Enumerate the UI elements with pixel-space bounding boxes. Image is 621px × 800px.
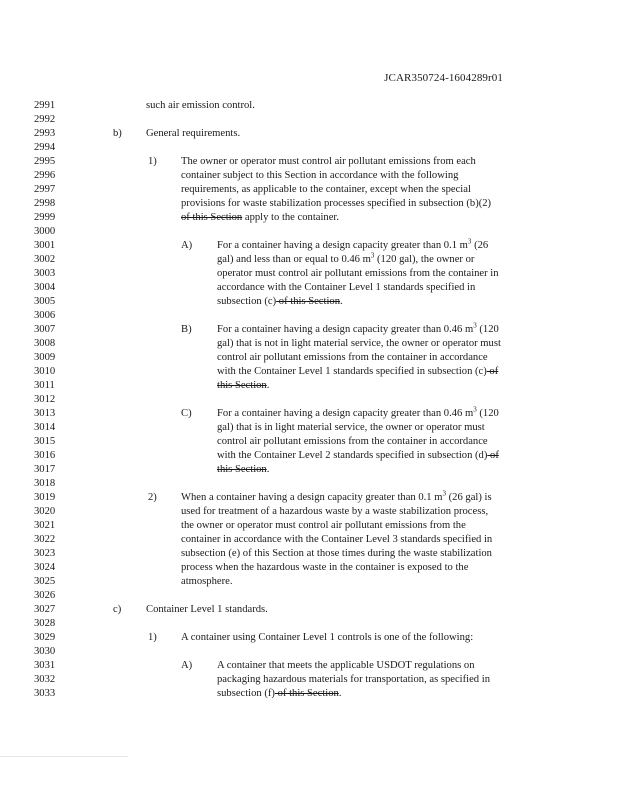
line-number: 3001 — [34, 240, 56, 251]
text-line-3014: gal) that is in light material service, the owner or operator must — [217, 422, 485, 433]
footer-divider — [0, 756, 128, 757]
text-line-3008: gal) that is not in light material service, the owner or operator must — [217, 338, 501, 349]
label-b1: 1) — [148, 156, 157, 167]
text-line-3020: used for treatment of a hazardous waste by a waste stabilization process, — [181, 506, 489, 517]
text-line-3003: operator must control air pollutant emissions from the container in — [217, 268, 499, 279]
line-number: 3011 — [34, 380, 55, 391]
text-line-3025: atmosphere. — [181, 576, 233, 587]
line-number: 3030 — [34, 646, 56, 657]
line-number: 3022 — [34, 534, 56, 545]
label-b1C: C) — [181, 408, 192, 419]
line-number: 3003 — [34, 268, 56, 279]
line-number: 3017 — [34, 464, 56, 475]
line-number: 3026 — [34, 590, 56, 601]
label-b: b) — [113, 128, 122, 139]
line-number: 3015 — [34, 436, 56, 447]
line-number: 2993 — [34, 128, 56, 139]
text-line-3031: A container that meets the applicable USDOT regulations on — [217, 660, 475, 671]
line-number: 3020 — [34, 506, 56, 517]
label-c1: 1) — [148, 632, 157, 643]
text-line-3027: Container Level 1 standards. — [146, 604, 268, 615]
line-number: 3008 — [34, 338, 56, 349]
text-line-3004: accordance with the Container Level 1 standards specified in — [217, 282, 476, 293]
line-number: 2992 — [34, 114, 56, 125]
label-c1A: A) — [181, 660, 193, 671]
text-line-2991: such air emission control. — [146, 100, 255, 111]
line-number: 3021 — [34, 520, 56, 531]
line-number: 3012 — [34, 394, 56, 405]
text-line-3011: this Section. — [217, 380, 270, 391]
text-line-3005: subsection (c) of this Section. — [217, 296, 343, 307]
line-number: 2998 — [34, 198, 56, 209]
text-line-3007: For a container having a design capacity greater than 0.46 $m^3$ (120 — [217, 321, 499, 335]
text-line-2997: requirements, as applicable to the container, except when the special — [181, 184, 471, 195]
line-number: 2994 — [34, 142, 56, 153]
line-number: 3033 — [34, 688, 56, 699]
line-number: 2996 — [34, 170, 56, 181]
line-number: 3023 — [34, 548, 56, 559]
line-number: 3025 — [34, 576, 56, 587]
line-number: 3000 — [34, 226, 56, 237]
line-number: 2999 — [34, 212, 56, 223]
line-number: 3018 — [34, 478, 56, 489]
document-id: JCAR350724-1604289r01 — [384, 72, 503, 84]
line-number: 2991 — [34, 100, 56, 111]
line-number: 3031 — [34, 660, 56, 671]
line-number: 3029 — [34, 632, 56, 643]
line-number: 3006 — [34, 310, 56, 321]
struck-text: this Section — [217, 380, 267, 391]
text-line-2995: The owner or operator must control air pollutant emissions from each — [181, 156, 476, 167]
text-line-3013: For a container having a design capacity greater than 0.46 $m^3$ (120 — [217, 405, 499, 419]
text-line-2999: of this Section apply to the container. — [181, 212, 340, 223]
struck-text: of this Section — [181, 212, 243, 223]
line-number: 3028 — [34, 618, 56, 629]
text-line-2998: provisions for waste stabilization processes specified in subsection (b)(2) — [181, 198, 492, 209]
label-b1B: B) — [181, 324, 192, 335]
line-number: 3007 — [34, 324, 56, 335]
text-line-3016: with the Container Level 2 standards specified in subsection (d) of — [217, 450, 499, 461]
label-b1A: A) — [181, 240, 193, 251]
struck-text: of — [487, 450, 499, 461]
text-line-3029: A container using Container Level 1 controls is one of the following: — [181, 632, 474, 643]
text-line-3015: control air pollutant emissions from the container in accordance — [217, 436, 488, 447]
line-number: 3014 — [34, 422, 56, 433]
line-number: 3027 — [34, 604, 56, 615]
struck-text: of this Section — [276, 296, 340, 307]
text-line-3019: When a container having a design capacity greater than 0.1 $m^3$ (26 gal) is — [181, 489, 492, 503]
line-number: 3002 — [34, 254, 56, 265]
text-line-2996: container subject to this Section in accordance with the following — [181, 170, 459, 181]
text-line-3023: subsection (e) of this Section at those times during the waste stabilization — [181, 548, 492, 559]
text-line-3022: container in accordance with the Container Level 3 standards specified in — [181, 534, 493, 545]
line-number: 3009 — [34, 352, 56, 363]
line-number: 3024 — [34, 562, 56, 573]
text-line-3002: gal) and less than or equal to 0.46 $m^3$ (120 gal), the owner or — [217, 251, 475, 265]
line-number: 3016 — [34, 450, 56, 461]
text-line-3017: this Section. — [217, 464, 270, 475]
text-line-2993: General requirements. — [146, 128, 241, 139]
text-line-3033: subsection (f) of this Section. — [217, 688, 342, 699]
text-line-3032: packaging hazardous materials for transportation, as specified in — [217, 674, 490, 685]
line-number: 2995 — [34, 156, 56, 167]
line-number: 2997 — [34, 184, 56, 195]
struck-text: of this Section — [274, 688, 339, 699]
line-number: 3019 — [34, 492, 56, 503]
line-number: 3004 — [34, 282, 56, 293]
text-line-3010: with the Container Level 1 standards specified in subsection (c) of — [217, 366, 499, 377]
struck-text: this Section — [217, 464, 267, 475]
line-number: 3005 — [34, 296, 56, 307]
label-b2: 2) — [148, 492, 157, 503]
struck-text: of — [486, 366, 499, 377]
line-number: 3032 — [34, 674, 56, 685]
text-line-3024: process when the hazardous waste in the container is exposed to the — [181, 562, 469, 573]
label-c: c) — [113, 604, 122, 615]
line-number: 3010 — [34, 366, 56, 377]
text-line-3021: the owner or operator must control air pollutant emissions from the — [181, 520, 466, 531]
line-number: 3013 — [34, 408, 56, 419]
text-line-3009: control air pollutant emissions from the container in accordance — [217, 352, 488, 363]
text-line-3001: For a container having a design capacity greater than 0.1 $m^3$ (26 — [217, 237, 489, 251]
